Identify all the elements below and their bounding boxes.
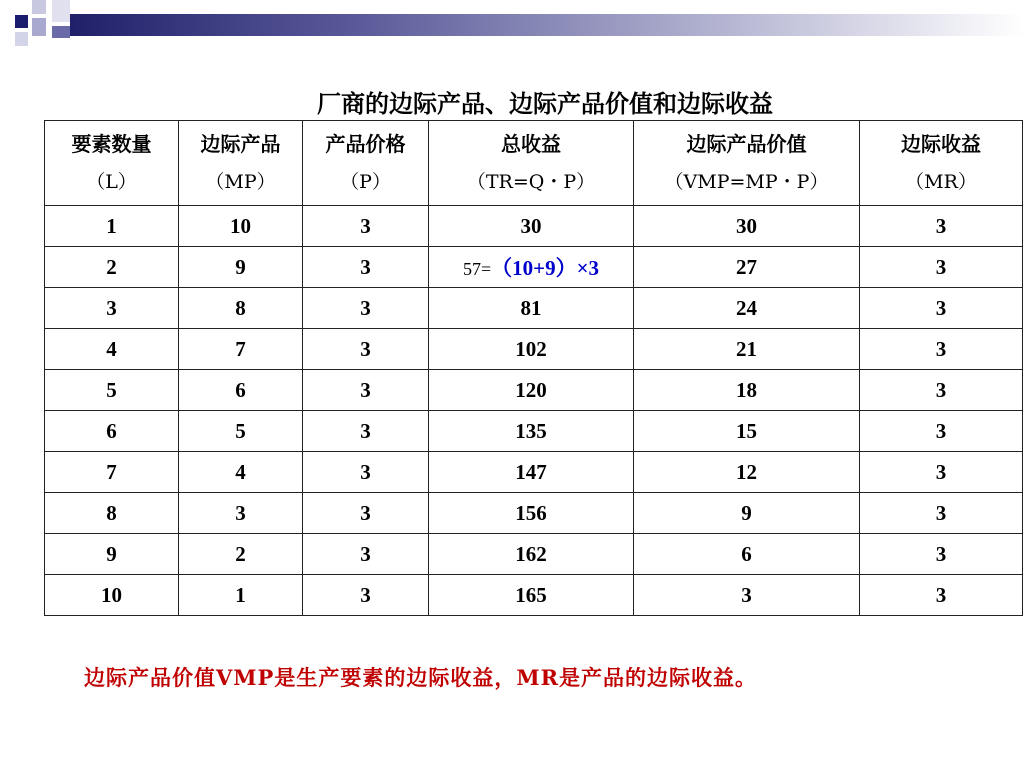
cell-vmp: 9 bbox=[634, 493, 860, 534]
cell-mr: 3 bbox=[860, 288, 1023, 329]
cell-mp: 7 bbox=[179, 329, 303, 370]
cell-mp: 1 bbox=[179, 575, 303, 616]
cell-tr: 147 bbox=[429, 452, 634, 493]
cell-tr: 165 bbox=[429, 575, 634, 616]
table-row bbox=[45, 206, 1023, 247]
cell-p: 3 bbox=[303, 247, 429, 288]
table-row bbox=[45, 534, 1023, 575]
decor-square bbox=[15, 15, 28, 28]
cell-mp: 2 bbox=[179, 534, 303, 575]
cell-vmp: 21 bbox=[634, 329, 860, 370]
table-row bbox=[45, 411, 1023, 452]
data-table bbox=[44, 120, 1023, 616]
header-cell-vmp: 边际产品价值 （VMP=MP・P） bbox=[634, 121, 860, 206]
cell-tr: 135 bbox=[429, 411, 634, 452]
table-row bbox=[45, 329, 1023, 370]
table-header-row bbox=[45, 121, 1023, 206]
cell-l: 10 bbox=[45, 575, 179, 616]
cell-mr: 3 bbox=[860, 534, 1023, 575]
cell-mp: 5 bbox=[179, 411, 303, 452]
decor-square bbox=[32, 18, 46, 36]
decor-square bbox=[15, 32, 28, 46]
cell-l: 3 bbox=[45, 288, 179, 329]
cell-vmp: 15 bbox=[634, 411, 860, 452]
cell-tr: 30 bbox=[429, 206, 634, 247]
table-row bbox=[45, 493, 1023, 534]
cell-mr: 3 bbox=[860, 452, 1023, 493]
cell-mp: 3 bbox=[179, 493, 303, 534]
slide-title: 厂商的边际产品、边际产品价值和边际收益 bbox=[317, 90, 773, 118]
cell-p: 3 bbox=[303, 411, 429, 452]
formula-expression: （10+9）×3 bbox=[491, 256, 600, 280]
table-row bbox=[45, 288, 1023, 329]
cell-mr: 3 bbox=[860, 247, 1023, 288]
cell-tr: 162 bbox=[429, 534, 634, 575]
cell-l: 1 bbox=[45, 206, 179, 247]
cell-tr: 102 bbox=[429, 329, 634, 370]
cell-p: 3 bbox=[303, 288, 429, 329]
cell-l: 8 bbox=[45, 493, 179, 534]
formula-lead: 57= bbox=[462, 259, 492, 279]
header-band bbox=[70, 14, 1024, 36]
decor-square bbox=[32, 0, 46, 14]
cell-l: 7 bbox=[45, 452, 179, 493]
cell-p: 3 bbox=[303, 206, 429, 247]
table-row bbox=[45, 247, 1023, 288]
cell-mr: 3 bbox=[860, 370, 1023, 411]
footnote-text: 边际产品价值VMP是生产要素的边际收益，MR是产品的边际收益。 bbox=[84, 665, 758, 690]
cell-mr: 3 bbox=[860, 206, 1023, 247]
cell-p: 3 bbox=[303, 575, 429, 616]
cell-mr: 3 bbox=[860, 329, 1023, 370]
cell-vmp: 27 bbox=[634, 247, 860, 288]
cell-mp: 9 bbox=[179, 247, 303, 288]
cell-vmp: 3 bbox=[634, 575, 860, 616]
cell-tr: 120 bbox=[429, 370, 634, 411]
cell-mp: 8 bbox=[179, 288, 303, 329]
cell-mr: 3 bbox=[860, 493, 1023, 534]
table-row bbox=[45, 575, 1023, 616]
cell-p: 3 bbox=[303, 370, 429, 411]
cell-l: 2 bbox=[45, 247, 179, 288]
decor-square bbox=[52, 26, 70, 38]
header-cell-p: 产品价格 （P） bbox=[303, 121, 429, 206]
cell-p: 3 bbox=[303, 452, 429, 493]
cell-vmp: 30 bbox=[634, 206, 860, 247]
cell-tr: 156 bbox=[429, 493, 634, 534]
table-row bbox=[45, 452, 1023, 493]
cell-p: 3 bbox=[303, 493, 429, 534]
cell-vmp: 6 bbox=[634, 534, 860, 575]
cell-p: 3 bbox=[303, 534, 429, 575]
cell-tr-formula bbox=[429, 247, 634, 288]
cell-mr: 3 bbox=[860, 411, 1023, 452]
cell-l: 6 bbox=[45, 411, 179, 452]
cell-vmp: 24 bbox=[634, 288, 860, 329]
cell-p: 3 bbox=[303, 329, 429, 370]
cell-mr: 3 bbox=[860, 575, 1023, 616]
header-cell-mp: 边际产品 （MP） bbox=[179, 121, 303, 206]
header-cell-l: 要素数量 （L） bbox=[45, 121, 179, 206]
cell-vmp: 12 bbox=[634, 452, 860, 493]
table-row bbox=[45, 370, 1023, 411]
cell-l: 4 bbox=[45, 329, 179, 370]
cell-mp: 10 bbox=[179, 206, 303, 247]
header-cell-tr: 总收益 （TR=Q・P） bbox=[429, 121, 634, 206]
cell-mp: 4 bbox=[179, 452, 303, 493]
decor-square bbox=[52, 0, 70, 22]
cell-vmp: 18 bbox=[634, 370, 860, 411]
cell-l: 5 bbox=[45, 370, 179, 411]
cell-tr: 81 bbox=[429, 288, 634, 329]
header-cell-mr: 边际收益 （MR） bbox=[860, 121, 1023, 206]
cell-mp: 6 bbox=[179, 370, 303, 411]
cell-l: 9 bbox=[45, 534, 179, 575]
